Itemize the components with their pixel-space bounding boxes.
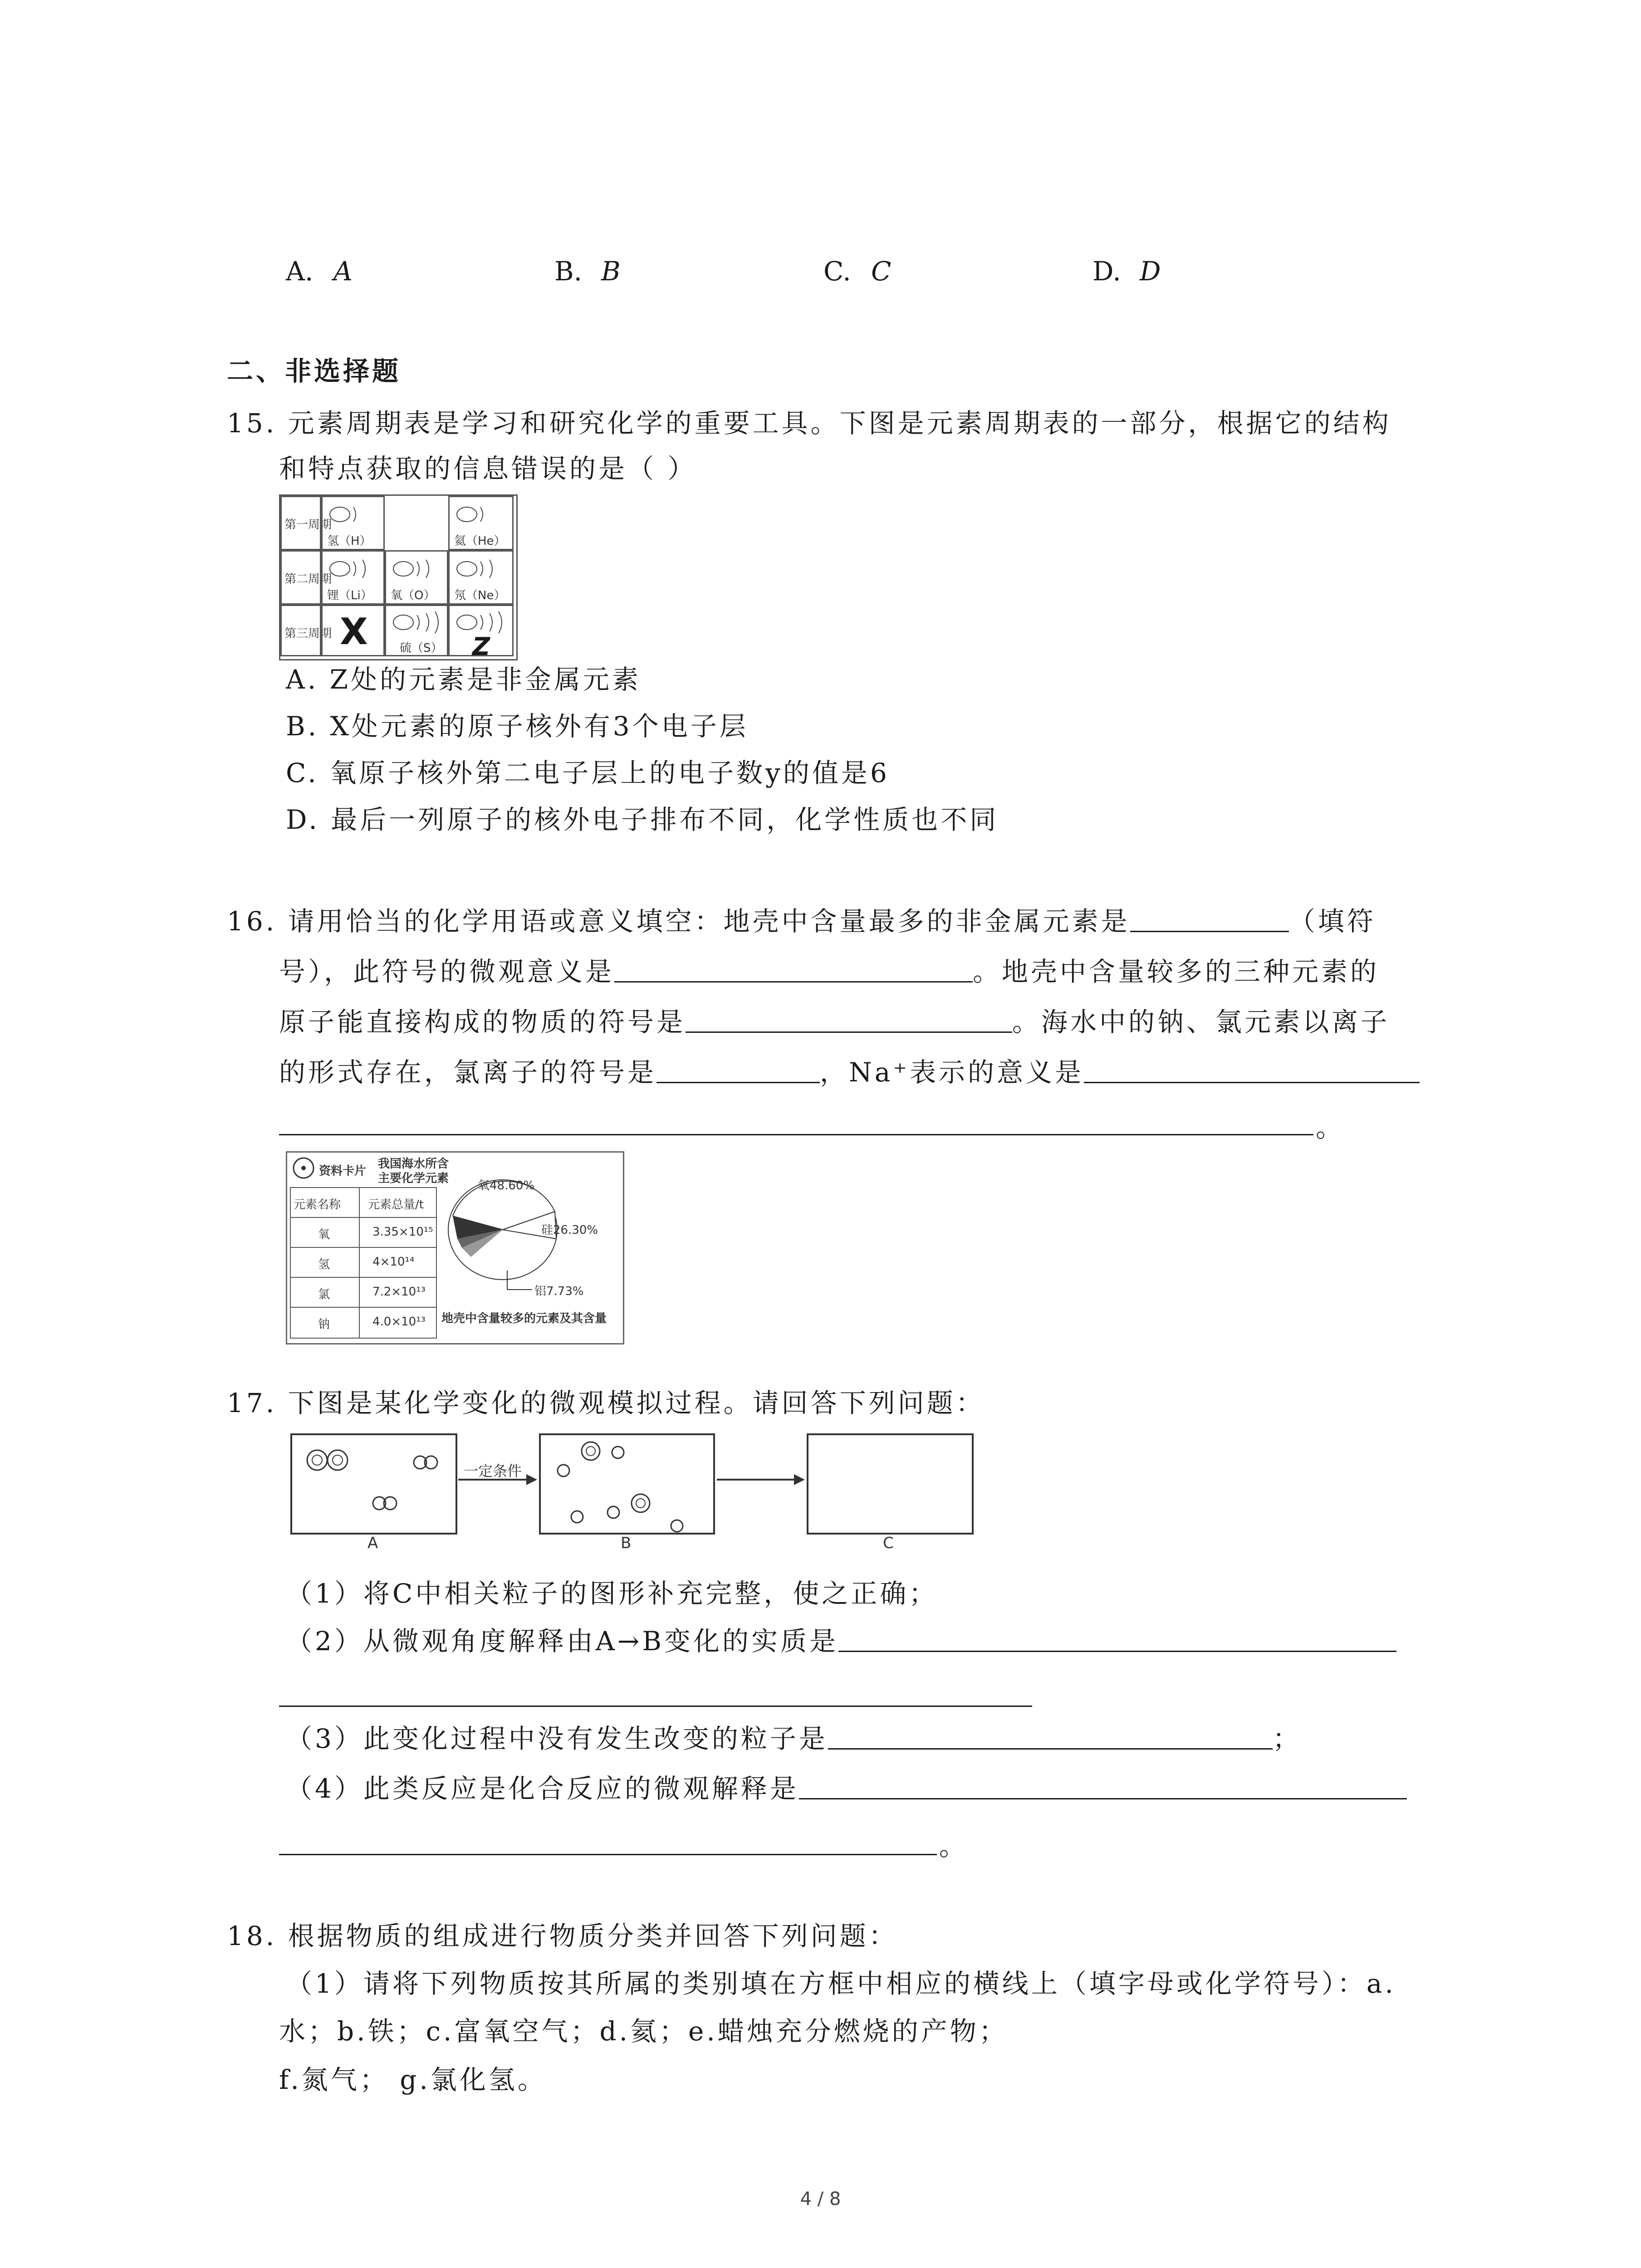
q17-sub4 xyxy=(286,1771,1407,1806)
lithium-atom-diagram xyxy=(326,555,385,582)
blank-combination-explain-cont[interactable] xyxy=(279,1854,937,1855)
sulfur-label: 硫（S） xyxy=(400,641,443,655)
section-title: 二、非选择题 xyxy=(227,356,402,386)
row-value: 3.35×10¹⁵ xyxy=(372,1225,433,1239)
row-name: 氧 xyxy=(318,1228,330,1242)
label-b: B xyxy=(621,1534,632,1552)
col-element-name: 元素名称 xyxy=(294,1198,341,1212)
box-b-particles xyxy=(541,1435,713,1533)
q16-line4 xyxy=(279,1055,1420,1090)
hydrogen-cell xyxy=(321,496,385,550)
option-b-value: B xyxy=(601,256,621,287)
info-card-figure xyxy=(286,1151,624,1344)
argon-atom-diagram xyxy=(453,609,512,636)
pie-aluminum-label: 铝7.73% xyxy=(534,1285,584,1298)
page-number: 4 / 8 xyxy=(800,2189,841,2209)
q18-line2: 水；b.铁；c.富氧空气；d.氦；e.蜡烛充分燃烧的产物； xyxy=(279,2016,1008,2047)
oxygen-atom-diagram xyxy=(390,555,449,582)
helium-cell xyxy=(448,496,514,550)
option-d-key: D. xyxy=(1092,256,1121,287)
q15-option-d: D. 最后一列原子的核外电子排布不同，化学性质也不同 xyxy=(286,804,999,835)
q18-line1: （1）请将下列物质按其所属的类别填在方框中相应的横线上（填字母或化学符号）：a. xyxy=(286,1968,1396,1999)
card-badge-icon xyxy=(291,1155,316,1181)
q17-sub3-tail: ； xyxy=(1272,1723,1302,1754)
option-a-value: A xyxy=(333,256,353,287)
q16-line1 xyxy=(227,904,1376,938)
q16-line1-tail: （填符 xyxy=(1288,906,1376,937)
x-symbol: X xyxy=(340,611,368,653)
q17-sub4-end: 。 xyxy=(939,1831,969,1862)
row-name: 钠 xyxy=(318,1318,330,1331)
blank-na-ion-meaning-cont[interactable] xyxy=(279,1134,1313,1135)
period-3-label: 第三周期 xyxy=(284,627,332,640)
q17-sub1: （1）将C中相关粒子的图形补充完整，使之正确； xyxy=(286,1578,938,1609)
sea-element-table xyxy=(290,1187,437,1339)
period-2-cell xyxy=(280,550,332,605)
option-b-key: B. xyxy=(554,256,583,287)
pie-oxygen-label: 氧48.60% xyxy=(478,1179,535,1193)
period-1-label: 第一周期 xyxy=(284,518,332,532)
box-b xyxy=(539,1433,715,1535)
blank-micro-meaning[interactable] xyxy=(614,955,973,982)
neon-cell xyxy=(448,550,514,605)
blank-combination-explain[interactable] xyxy=(799,1772,1407,1799)
hydrogen-label: 氢（H） xyxy=(327,534,372,548)
helium-atom-diagram xyxy=(453,501,512,528)
blank-na-ion-meaning[interactable] xyxy=(1084,1056,1420,1083)
sulfur-cell xyxy=(385,605,448,656)
row-name: 氯 xyxy=(318,1288,330,1301)
neon-atom-diagram xyxy=(453,555,512,582)
q16-line2 xyxy=(279,954,1379,989)
box-a xyxy=(290,1433,457,1535)
q17-sub3-text: （3）此变化过程中没有发生改变的粒子是 xyxy=(286,1723,828,1754)
blank-a-to-b-essence-cont[interactable] xyxy=(279,1706,1032,1707)
z-symbol: Z xyxy=(472,632,490,661)
q16-line3-tail: 。海水中的钠、氯元素以离子 xyxy=(1012,1007,1390,1037)
q17-sub4-text: （4）此类反应是化合反应的微观解释是 xyxy=(286,1773,799,1804)
reaction-diagram xyxy=(290,1433,971,1551)
periodic-table-figure xyxy=(279,494,518,660)
row-value: 4×10¹⁴ xyxy=(372,1255,415,1269)
box-a-particles xyxy=(292,1435,456,1533)
q16-line1-text: 16. 请用恰当的化学用语或意义填空：地壳中含量最多的非金属元素是 xyxy=(227,906,1130,937)
empty-cell xyxy=(385,496,448,550)
lithium-cell xyxy=(321,550,385,605)
q16-line5-end: 。 xyxy=(1316,1112,1345,1143)
neon-label: 氖（Ne） xyxy=(454,589,506,602)
hydrogen-atom-diagram xyxy=(326,501,385,528)
table-row xyxy=(291,1277,436,1308)
condition-label: 一定条件 xyxy=(464,1462,522,1480)
card-heading-line1: 我国海水所含 xyxy=(378,1157,449,1171)
q15-option-a: A. Z处的元素是非金属元素 xyxy=(286,664,642,695)
box-c xyxy=(807,1433,974,1535)
period-1-cell xyxy=(280,496,332,550)
oxygen-cell xyxy=(385,550,448,605)
row-value: 7.2×10¹³ xyxy=(372,1285,426,1299)
q18-line3: f.氮气； g.氯化氢。 xyxy=(279,2064,547,2095)
option-c-key: C. xyxy=(823,256,851,287)
q16-line4-mid: ，Na⁺表示的意义是 xyxy=(820,1057,1084,1088)
option-d-value: D xyxy=(1140,256,1161,287)
option-a-key: A. xyxy=(286,256,314,287)
lithium-label: 锂（Li） xyxy=(327,589,372,602)
blank-substance-symbol[interactable] xyxy=(686,1005,1012,1033)
row-value: 4.0×10¹³ xyxy=(372,1315,426,1329)
q15-stem-line2: 和特点获取的信息错误的是（ ） xyxy=(279,453,697,484)
q15-option-b: B. X处元素的原子核外有3个电子层 xyxy=(286,711,749,742)
row-name: 氢 xyxy=(318,1258,330,1271)
q15-option-c: C. 氧原子核外第二电子层上的电子数y的值是6 xyxy=(286,758,890,788)
blank-unchanged-particles[interactable] xyxy=(828,1722,1273,1750)
q18-stem: 18. 根据物质的组成进行物质分类并回答下列问题： xyxy=(227,1921,898,1951)
helium-label: 氦（He） xyxy=(454,534,506,548)
pie-silicon-label: 硅26.30% xyxy=(541,1223,598,1237)
q15-stem-line1: 15. 元素周期表是学习和研究化学的重要工具。下图是元素周期表的一部分，根据它的结构 xyxy=(227,408,1391,439)
q16-line2-tail: 。地壳中含量较多的三种元素的 xyxy=(973,956,1380,987)
q16-line2-text: 号），此符号的微观意义是 xyxy=(279,956,615,987)
blank-chloride-ion[interactable] xyxy=(656,1056,820,1083)
option-c-value: C xyxy=(871,256,892,287)
reaction-arrow xyxy=(717,1479,798,1481)
sea-table-header xyxy=(291,1188,436,1218)
z-cell xyxy=(448,605,514,661)
condition-arrowhead xyxy=(526,1474,537,1485)
sulfur-atom-diagram xyxy=(390,609,449,636)
period-2-label: 第二周期 xyxy=(284,572,332,586)
q17-stem: 17. 下图是某化学变化的微观模拟过程。请回答下列问题： xyxy=(227,1388,985,1418)
q16-line4-text: 的形式存在，氯离子的符号是 xyxy=(279,1057,657,1088)
pie-caption: 地壳中含量较多的元素及其含量 xyxy=(441,1312,607,1325)
q17-sub2-text: （2）从微观角度解释由A→B变化的实质是 xyxy=(286,1626,839,1657)
period-3-cell xyxy=(280,605,332,656)
col-element-total: 元素总量/t xyxy=(368,1198,424,1212)
table-row xyxy=(291,1217,436,1248)
oxygen-label: 氧（O） xyxy=(391,589,436,602)
card-badge-label: 资料卡片 xyxy=(319,1164,367,1178)
blank-a-to-b-essence[interactable] xyxy=(838,1624,1396,1652)
x-cell xyxy=(321,605,385,656)
table-row xyxy=(291,1307,436,1337)
q17-sub2 xyxy=(286,1624,1396,1658)
label-a: A xyxy=(367,1534,378,1552)
q17-sub3 xyxy=(286,1721,1302,1756)
blank-nonmetal-symbol[interactable] xyxy=(1130,904,1289,932)
table-row xyxy=(291,1247,436,1278)
reaction-arrowhead xyxy=(794,1474,805,1485)
label-c: C xyxy=(883,1534,894,1552)
card-heading-line2: 主要化学元素 xyxy=(378,1172,449,1185)
q16-line3 xyxy=(279,1005,1390,1039)
q16-line3-text: 原子能直接构成的物质的符号是 xyxy=(279,1007,686,1037)
